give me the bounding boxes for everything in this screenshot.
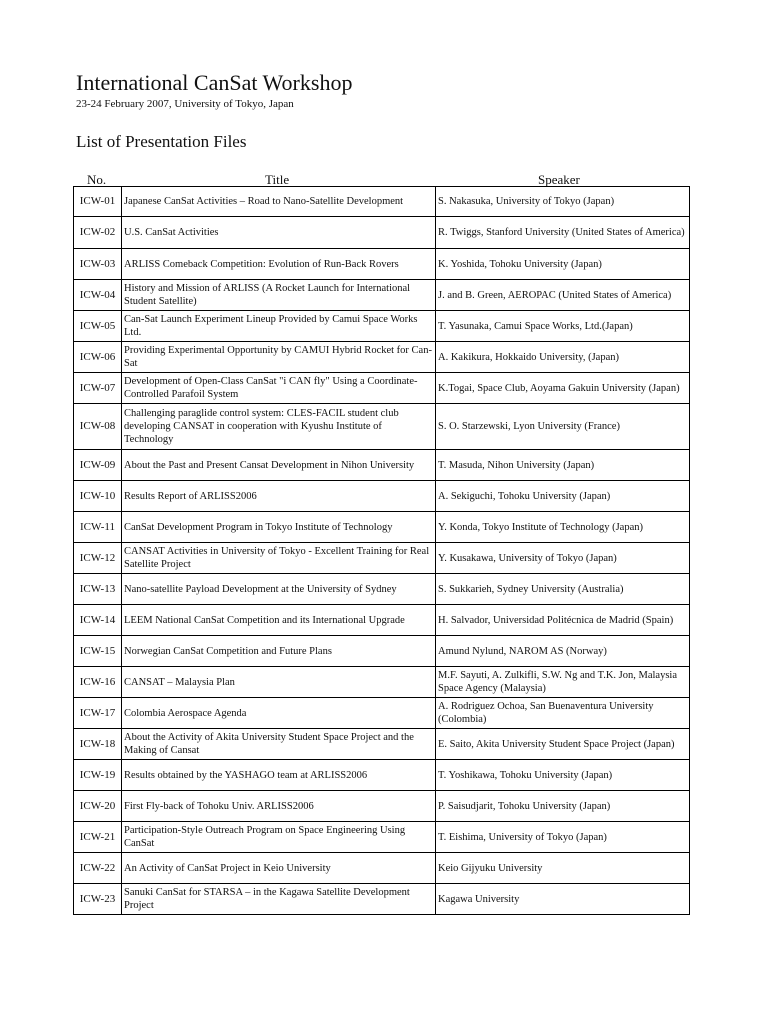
table-row <box>74 760 690 791</box>
table-row <box>74 698 690 729</box>
row-number: ICW-04 <box>74 280 122 311</box>
row-speaker: A. Sekiguchi, Tohoku University (Japan) <box>436 481 690 512</box>
table-row <box>74 667 690 698</box>
row-speaker: K.Togai, Space Club, Aoyama Gakuin University (Japan) <box>436 373 690 404</box>
row-number: ICW-20 <box>74 791 122 822</box>
row-title: Can-Sat Launch Experiment Lineup Provided by Camui Space Works Ltd. <box>122 311 436 342</box>
row-number: ICW-03 <box>74 249 122 280</box>
row-title: ARLISS Comeback Competition: Evolution of Run-Back Rovers <box>122 249 436 280</box>
row-title: Results obtained by the YASHAGO team at ARLISS2006 <box>122 760 436 791</box>
table-row <box>74 404 690 450</box>
row-title: About the Past and Present Cansat Development in Nihon University <box>122 450 436 481</box>
row-number: ICW-02 <box>74 217 122 249</box>
row-number: ICW-21 <box>74 822 122 853</box>
row-title: U.S. CanSat Activities <box>122 217 436 249</box>
row-number: ICW-13 <box>74 574 122 605</box>
table-row <box>74 512 690 543</box>
table-row <box>74 249 690 280</box>
table-row <box>74 605 690 636</box>
row-number: ICW-07 <box>74 373 122 404</box>
document-subtitle: 23-24 February 2007, University of Tokyo, Japan <box>76 98 294 110</box>
row-title: About the Activity of Akita University Student Space Project and the Making of Cansat <box>122 729 436 760</box>
row-number: ICW-08 <box>74 404 122 450</box>
column-header-title: Title <box>265 172 290 187</box>
row-title: Nano-satellite Payload Development at the University of Sydney <box>122 574 436 605</box>
row-title: Participation-Style Outreach Program on Space Engineering Using CanSat <box>122 822 436 853</box>
row-speaker: P. Saisudjarit, Tohoku University (Japan) <box>436 791 690 822</box>
row-title: Japanese CanSat Activities – Road to Nano-Satellite Development <box>122 187 436 217</box>
row-title: CANSAT Activities in University of Tokyo - Excellent Training for Real Satellite Project <box>122 543 436 574</box>
table-row <box>74 729 690 760</box>
row-title: Norwegian CanSat Competition and Future Plans <box>122 636 436 667</box>
row-number: ICW-17 <box>74 698 122 729</box>
row-title: CANSAT – Malaysia Plan <box>122 667 436 698</box>
row-speaker: S. Nakasuka, University of Tokyo (Japan) <box>436 187 690 217</box>
table-row <box>74 187 690 217</box>
row-number: ICW-11 <box>74 512 122 543</box>
document-title: International CanSat Workshop <box>76 70 353 95</box>
row-number: ICW-10 <box>74 481 122 512</box>
row-title: CanSat Development Program in Tokyo Institute of Technology <box>122 512 436 543</box>
row-number: ICW-05 <box>74 311 122 342</box>
table-row <box>74 481 690 512</box>
table-row <box>74 791 690 822</box>
row-speaker: R. Twiggs, Stanford University (United States of America) <box>436 217 690 249</box>
row-title: Sanuki CanSat for STARSA – in the Kagawa Satellite Development Project <box>122 884 436 915</box>
row-number: ICW-16 <box>74 667 122 698</box>
table-row <box>74 311 690 342</box>
table-row <box>74 636 690 667</box>
row-speaker: T. Yasunaka, Camui Space Works, Ltd.(Japan) <box>436 311 690 342</box>
row-speaker: A. Kakikura, Hokkaido University, (Japan) <box>436 342 690 373</box>
row-speaker: S. Sukkarieh, Sydney University (Australia) <box>436 574 690 605</box>
table-row <box>74 853 690 884</box>
row-speaker: T. Eishima, University of Tokyo (Japan) <box>436 822 690 853</box>
row-speaker: J. and B. Green, AEROPAC (United States of America) <box>436 280 690 311</box>
row-title: First Fly-back of Tohoku Univ. ARLISS2006 <box>122 791 436 822</box>
row-title: Providing Experimental Opportunity by CAMUI Hybrid Rocket for Can-Sat <box>122 342 436 373</box>
row-speaker: E. Saito, Akita University Student Space Project (Japan) <box>436 729 690 760</box>
row-speaker: T. Masuda, Nihon University (Japan) <box>436 450 690 481</box>
row-number: ICW-09 <box>74 450 122 481</box>
table-row <box>74 884 690 915</box>
column-header-no: No. <box>87 172 107 187</box>
row-number: ICW-14 <box>74 605 122 636</box>
row-title: Results Report of ARLISS2006 <box>122 481 436 512</box>
row-title: Development of Open-Class CanSat "i CAN fly" Using a Coordinate-Controlled Parafoil System <box>122 373 436 404</box>
row-number: ICW-23 <box>74 884 122 915</box>
table-row <box>74 280 690 311</box>
row-title: History and Mission of ARLISS (A Rocket Launch for International Student Satellite) <box>122 280 436 311</box>
table-row <box>74 574 690 605</box>
row-title: An Activity of CanSat Project in Keio University <box>122 853 436 884</box>
row-number: ICW-19 <box>74 760 122 791</box>
row-speaker: Y. Kusakawa, University of Tokyo (Japan) <box>436 543 690 574</box>
row-number: ICW-18 <box>74 729 122 760</box>
row-speaker: M.F. Sayuti, A. Zulkifli, S.W. Ng and T.K. Jon, Malaysia Space Agency (Malaysia) <box>436 667 690 698</box>
presentation-table <box>73 186 690 915</box>
row-number: ICW-15 <box>74 636 122 667</box>
row-speaker: T. Yoshikawa, Tohoku University (Japan) <box>436 760 690 791</box>
table-row <box>74 342 690 373</box>
table-row <box>74 822 690 853</box>
row-title: Colombia Aerospace Agenda <box>122 698 436 729</box>
column-header-speaker: Speaker <box>538 172 580 187</box>
section-heading: List of Presentation Files <box>76 132 247 151</box>
row-number: ICW-01 <box>74 187 122 217</box>
row-speaker: Y. Konda, Tokyo Institute of Technology (Japan) <box>436 512 690 543</box>
row-speaker: Amund Nylund, NAROM AS (Norway) <box>436 636 690 667</box>
row-title: LEEM National CanSat Competition and its International Upgrade <box>122 605 436 636</box>
table-row <box>74 373 690 404</box>
row-speaker: H. Salvador, Universidad Politécnica de Madrid (Spain) <box>436 605 690 636</box>
row-number: ICW-06 <box>74 342 122 373</box>
row-speaker: Keio Gijyuku University <box>436 853 690 884</box>
row-speaker: A. Rodriguez Ochoa, San Buenaventura University (Colombia) <box>436 698 690 729</box>
row-speaker: S. O. Starzewski, Lyon University (France) <box>436 404 690 450</box>
row-speaker: Kagawa University <box>436 884 690 915</box>
row-number: ICW-22 <box>74 853 122 884</box>
row-title: Challenging paraglide control system: CLES-FACIL student club developing CANSAT in cooperation with Kyushu Institute of Technology <box>122 404 436 450</box>
table-row <box>74 543 690 574</box>
table-row <box>74 450 690 481</box>
row-number: ICW-12 <box>74 543 122 574</box>
table-row <box>74 217 690 249</box>
row-speaker: K. Yoshida, Tohoku University (Japan) <box>436 249 690 280</box>
